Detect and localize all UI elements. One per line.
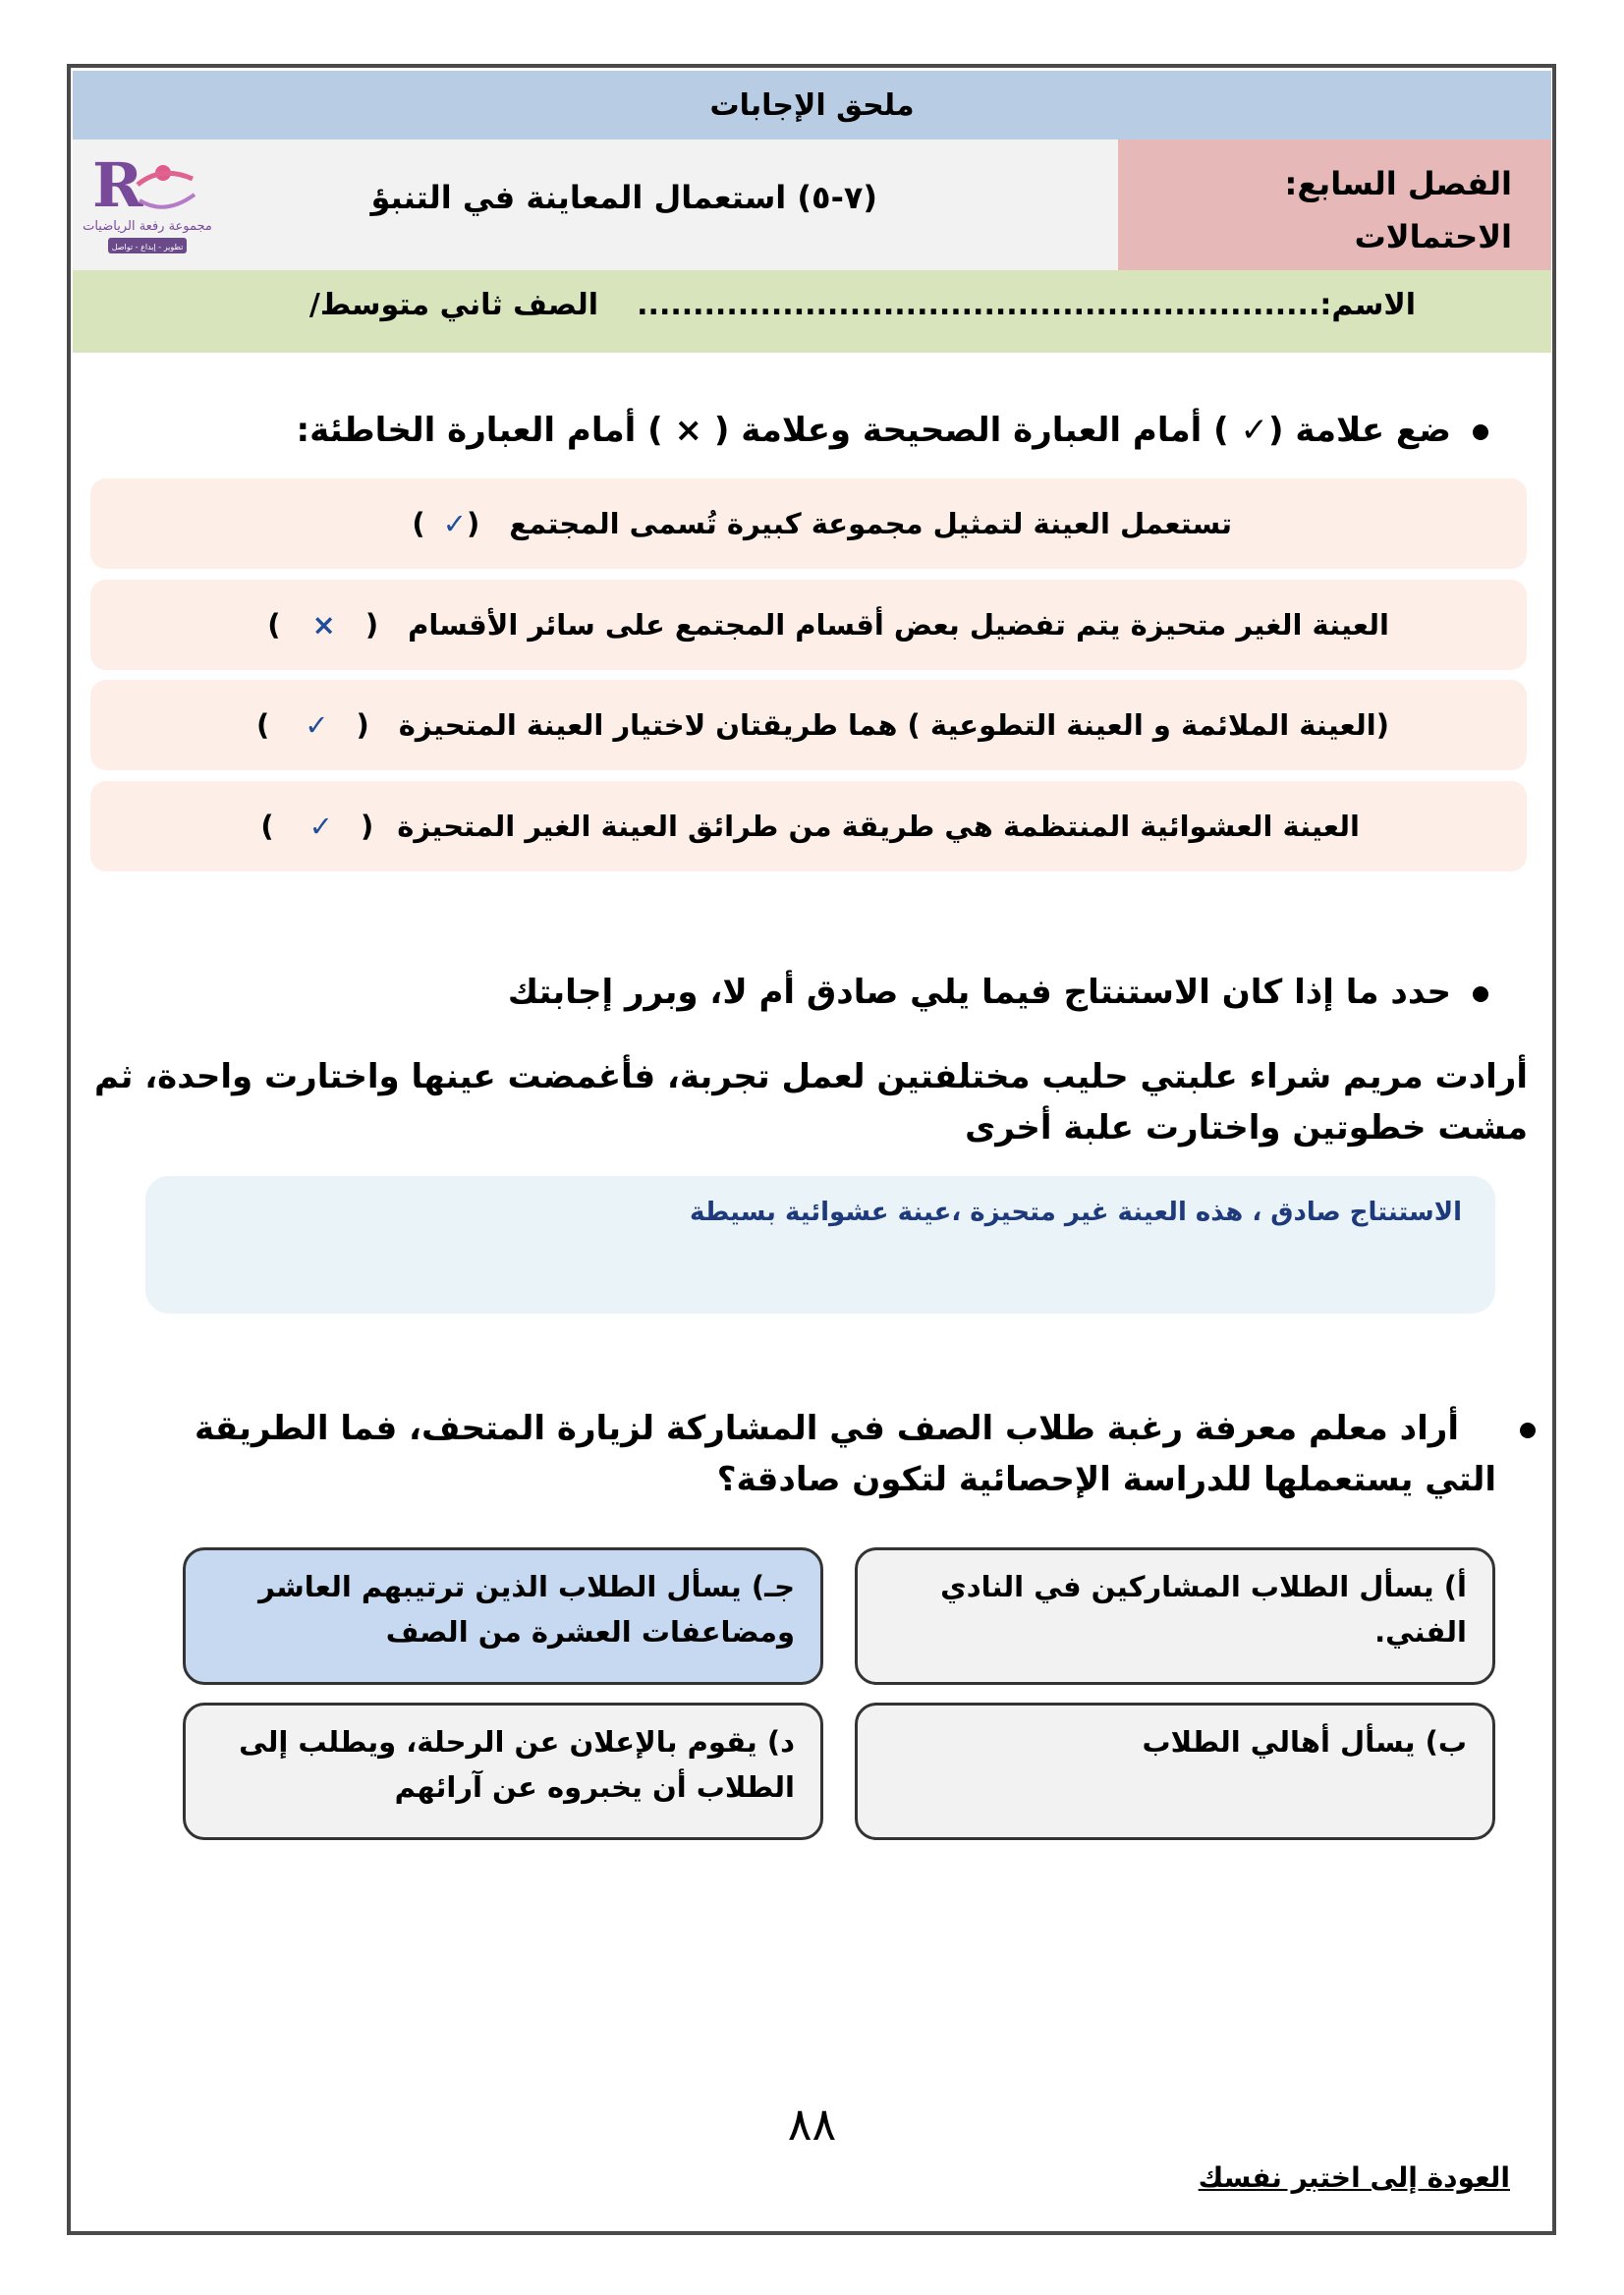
logo-tagline: تطوير - إبداع - تواصل	[111, 243, 184, 252]
bullet-icon	[1473, 986, 1488, 1002]
statement-2: العينة الغير متحيزة يتم تفضيل بعض أقسام المجتمع على سائر الأقسام ( × )	[90, 580, 1527, 670]
statement-text: العينة الغير متحيزة يتم تفضيل بعض أقسام المجتمع على سائر الأقسام	[408, 608, 1389, 642]
chapter-number: الفصل السابع:	[1284, 165, 1512, 202]
chapter-title: الاحتمالات	[1354, 218, 1512, 255]
grade-label: الصف ثاني متوسط/	[308, 288, 598, 322]
option-c[interactable]	[183, 1547, 823, 1685]
option-b[interactable]	[855, 1703, 1495, 1840]
page-title: ملحق الإجابات	[73, 71, 1551, 140]
option-text: د) يقوم بالإعلان عن الرحلة، ويطلب إلى الطلاب أن يخبروه عن آرائهم	[239, 1725, 795, 1804]
question-text: أراد معلم معرفة رغبة طلاب الصف في المشاركة لزيارة المتحف، فما الطريقة التي يستعملها للدراسة الإحصائية لتكون صادقة؟	[195, 1409, 1496, 1499]
page-number: ٨٨	[787, 2098, 837, 2151]
option-a[interactable]	[855, 1547, 1495, 1685]
answer-text: الاستنتاج صادق ، هذه العينة غير متحيزة ،عينة عشوائية بسيطة	[689, 1198, 1462, 1227]
check-icon: ✓	[305, 708, 329, 742]
option-text: أ) يسأل الطلاب المشاركين في النادي الفني.	[940, 1570, 1467, 1649]
answer-box	[145, 1176, 1495, 1314]
chapter-cell	[1118, 140, 1551, 270]
option-text: ب) يسأل أهالي الطلاب	[1142, 1725, 1467, 1759]
statement-4: العينة العشوائية المنتظمة هي طريقة من طرائق العينة الغير المتحيزة ( ✓ )	[90, 781, 1527, 871]
problem-text: أرادت مريم شراء علبتي حليب مختلفتين لعمل تجربة، فأغمضت عينها واختارت واحدة، ثم مشت خطوتين واختارت علبة أخرى	[93, 1057, 1528, 1148]
bullet-icon	[1520, 1423, 1536, 1438]
logo-letter: R	[92, 149, 143, 221]
section3-question	[190, 1403, 1496, 1505]
option-d[interactable]	[183, 1703, 823, 1840]
header-row	[73, 140, 1551, 270]
check-icon: ✓	[308, 810, 333, 843]
logo-caption: مجموعة رفعة الرياضيات	[83, 219, 212, 234]
logo-graphic	[79, 145, 216, 263]
section2-instruction	[508, 973, 1488, 1012]
statement-text: تستعمل العينة لتمثيل مجموعة كبيرة تُسمى المجتمع	[509, 507, 1232, 540]
statement-3: (العينة الملائمة و العينة التطوعية ) هما طريقتان لاختيار العينة المتحيزة ( ✓ )	[90, 680, 1527, 770]
lesson-title: (٧-٥) استعمال المعاينة في التنبؤ	[370, 179, 877, 216]
back-link[interactable]: العودة إلى اختبر نفسك	[1198, 2161, 1510, 2194]
cross-icon: ×	[311, 608, 336, 642]
statement-1: تستعمل العينة لتمثيل مجموعة كبيرة تُسمى المجتمع ( ✓ )	[90, 478, 1527, 569]
lesson-cell	[73, 140, 1118, 270]
statement-text: العينة العشوائية المنتظمة هي طريقة من طرائق العينة الغير المتحيزة	[397, 810, 1360, 843]
instruction-text: ضع علامة (✓ ) أمام العبارة الصحيحة وعلامة ( × ) أمام العبارة الخاطئة:	[296, 411, 1451, 450]
option-text: جـ) يسأل الطلاب الذين ترتيبهم العاشر ومضاعفات العشرة من الصف	[258, 1570, 795, 1649]
logo	[79, 145, 216, 263]
student-info-row	[73, 270, 1551, 353]
bullet-icon	[1473, 424, 1488, 440]
name-field[interactable]: الاسم:.............................................................	[637, 288, 1416, 322]
section1-instruction	[297, 411, 1488, 450]
instruction-text: حدد ما إذا كان الاستنتاج فيما يلي صادق أم لا، وبرر إجابتك	[507, 973, 1451, 1012]
statement-text: (العينة الملائمة و العينة التطوعية ) هما طريقتان لاختيار العينة المتحيزة	[398, 708, 1389, 742]
check-icon: ✓	[442, 507, 467, 540]
